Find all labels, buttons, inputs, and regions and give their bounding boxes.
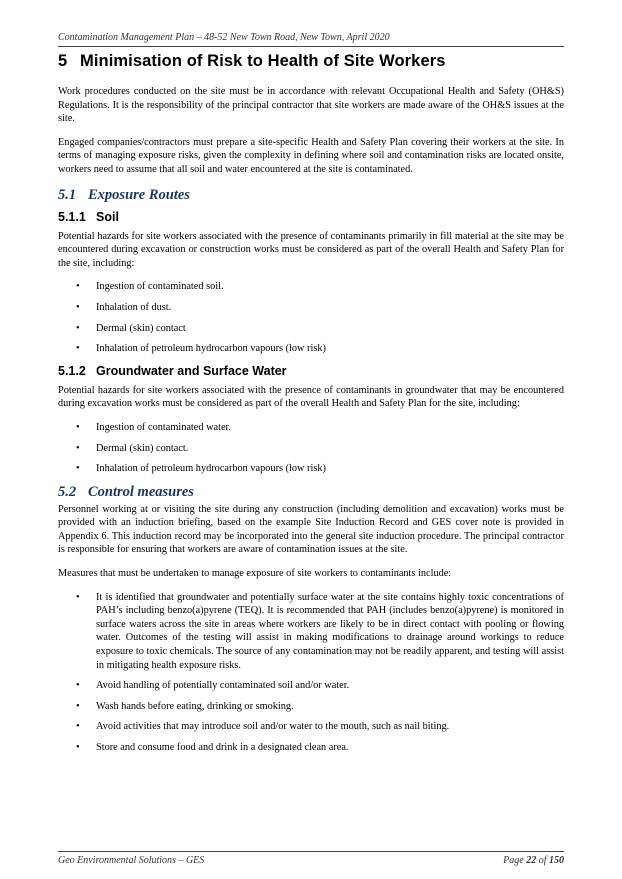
subsection-number: 5.1 bbox=[58, 186, 77, 203]
subsection-number: 5.2 bbox=[58, 483, 77, 500]
list-item: • Avoid handling of potentially contaminated soil and/or water. bbox=[76, 680, 350, 692]
page-number: Page 22 of 150 bbox=[503, 855, 564, 866]
water-paragraph: Potential hazards for site workers associated with the presence of contaminants in groundwater that may be encountered during excavation works must be considered as part of the overall Health and Safety Plan for the site, including: bbox=[58, 384, 564, 410]
list-item: • Inhalation of petroleum hydrocarbon vapours (low risk) bbox=[76, 463, 326, 475]
list-item: • Ingestion of contaminated soil. bbox=[76, 281, 224, 293]
subsubsection-number: 5.1.1 bbox=[58, 209, 86, 224]
page-header bbox=[58, 32, 564, 47]
subsection-title: Exposure Routes bbox=[88, 186, 190, 203]
subsubsection-heading-soil bbox=[58, 210, 564, 224]
list-item: • Dermal (skin) contact. bbox=[76, 442, 189, 454]
bullet-icon: • bbox=[76, 442, 80, 454]
bullet-icon: • bbox=[76, 463, 80, 475]
control-paragraph: Personnel working at or visiting the site during any construction (including demolition and excavation) works must be provided with an induction briefing, based on the example Site Induction Record and GES cover note is provided in Appendix 6. This induction record may be incorporated into the general site induction procedure. The principal contractor is responsible for ensuring that workers are aware of contamination issues at the site. bbox=[58, 503, 564, 556]
bullet-icon: • bbox=[76, 591, 80, 603]
control-paragraph: Measures that must be undertaken to manage exposure of site workers to contaminants include: bbox=[58, 568, 452, 580]
section-heading bbox=[58, 52, 564, 71]
soil-bullet-list bbox=[58, 280, 564, 355]
page-footer bbox=[58, 851, 564, 866]
bullet-icon: • bbox=[76, 680, 80, 692]
control-bullet-list bbox=[58, 591, 564, 755]
bullet-icon: • bbox=[76, 281, 80, 293]
section-title: Minimisation of Risk to Health of Site Workers bbox=[80, 52, 446, 70]
subsection-heading-control-measures bbox=[58, 484, 564, 501]
subsection-title: Control measures bbox=[88, 483, 194, 500]
list-item: • It is identified that groundwater and potentially surface water at the site contains highly toxic concentrations of PAH’s including benzo(a)pyrene (TEQ). It is recommended that PAH (includes benzo(a)pyrene) is monitored in surface waters across the site in areas where workers are likely to be in direct contact with pooling or flowing water. Outcomes of the testing will assist in making modifications to drainage around workings to reduce exposure to toxic chemicals. The source of any contamination may not be readily apparent, and testing will assist in mitigating health exposure risks. bbox=[76, 591, 564, 671]
header-text: Contamination Management Plan – 48-52 New Town Road, New Town, April 2020 bbox=[58, 32, 390, 43]
document-body bbox=[58, 52, 564, 763]
footer-left: Geo Environmental Solutions – GES bbox=[58, 855, 205, 866]
list-item: • Inhalation of dust. bbox=[76, 301, 172, 313]
list-item: • Dermal (skin) contact bbox=[76, 322, 186, 334]
section-paragraph: Work procedures conducted on the site must be in accordance with relevant Occupational Health and Safety (OH&S) Regulations. It is the responsibility of the principal contractor that site workers are made aware of the OH&S issues at the site. bbox=[58, 86, 564, 125]
bullet-icon: • bbox=[76, 343, 80, 355]
bullet-icon: • bbox=[76, 301, 80, 313]
subsubsection-heading-water bbox=[58, 364, 564, 378]
list-item: • Ingestion of contaminated water. bbox=[76, 421, 231, 433]
subsubsection-number: 5.1.2 bbox=[58, 363, 86, 378]
water-bullet-list bbox=[58, 421, 564, 476]
bullet-icon: • bbox=[76, 742, 80, 753]
bullet-icon: • bbox=[76, 700, 80, 712]
list-item: • Wash hands before eating, drinking or smoking. bbox=[76, 700, 294, 712]
soil-paragraph: Potential hazards for site workers associated with the presence of contaminants primarily in fill material at the site may be encountered during excavation or construction works must be considered as part of the overall Health and Safety Plan for the site, including: bbox=[58, 230, 564, 269]
list-item: • Avoid activities that may introduce soil and/or water to the mouth, such as nail biting. bbox=[76, 721, 450, 733]
bullet-icon: • bbox=[76, 421, 80, 433]
section-number: 5 bbox=[58, 52, 68, 70]
subsubsection-title: Groundwater and Surface Water bbox=[96, 363, 287, 378]
subsubsection-title: Soil bbox=[96, 209, 119, 224]
list-item: • Store and consume food and drink in a designated clean area. bbox=[76, 742, 349, 753]
section-paragraph: Engaged companies/contractors must prepare a site-specific Health and Safety Plan covering their workers at the site. In terms of managing exposure risks, given the complexity in defining where soil and contamination risks are located onsite, workers need to assume that all soil and water encountered at the site is contaminated. bbox=[58, 136, 564, 175]
bullet-icon: • bbox=[76, 322, 80, 334]
list-item: • Inhalation of petroleum hydrocarbon vapours (low risk) bbox=[76, 343, 326, 355]
subsection-heading-exposure-routes bbox=[58, 187, 564, 204]
bullet-icon: • bbox=[76, 721, 80, 733]
